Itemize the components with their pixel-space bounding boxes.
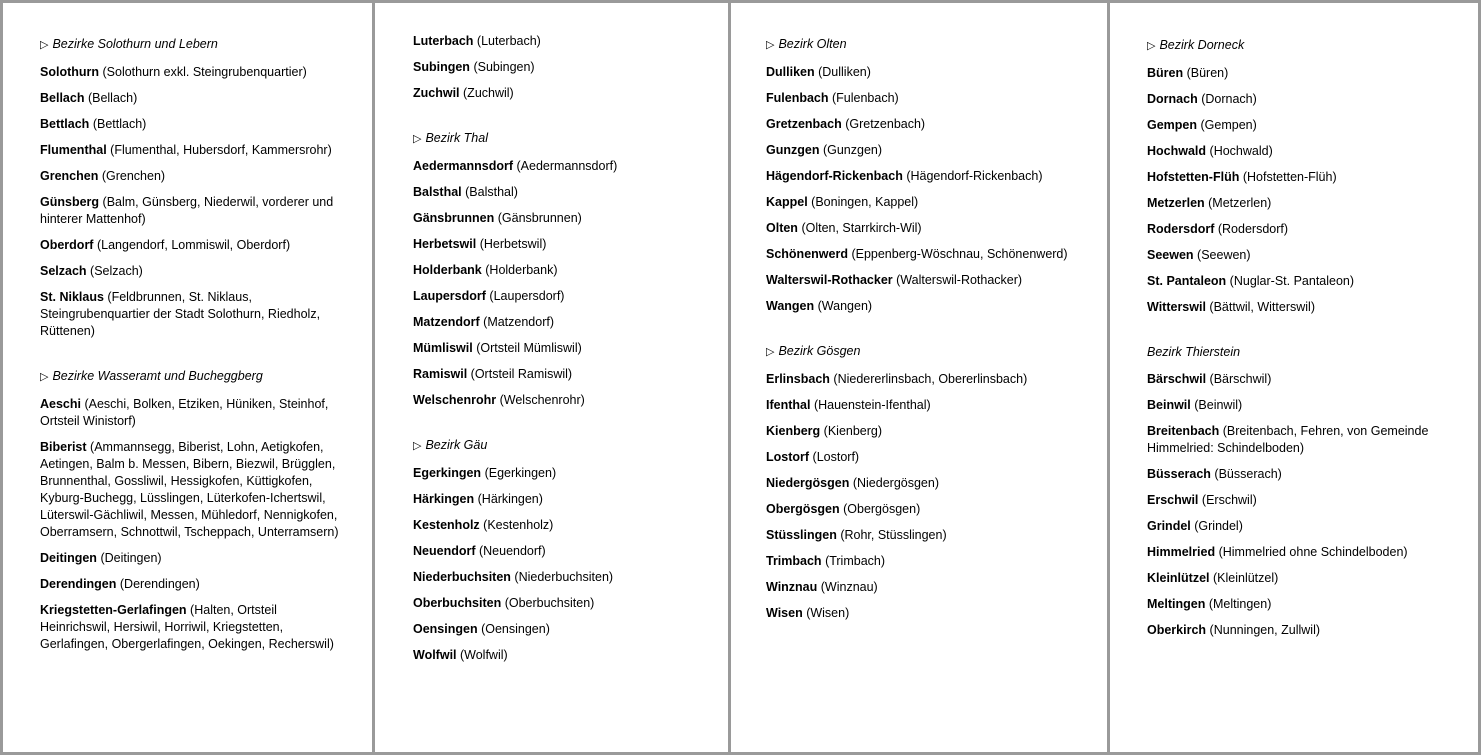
municipality-detail: (Welschenrohr) [499,393,585,407]
municipality-detail: (Kienberg) [823,424,883,438]
municipality-detail: (Matzendorf) [483,315,555,329]
municipality-detail: (Halten, Ortsteil Heinrichswil, Hersiwil, Horriwil, Kriegstetten, Gerlafingen, Obergerlafingen, Oekingen, Recherswil) [40,603,334,651]
municipality-name: Walterswil-Rothacker [766,273,893,287]
municipality-detail: (Herbetswil) [479,237,547,251]
municipality-entry [413,288,698,305]
municipality-name: Derendingen [40,577,117,591]
municipality-entry [40,396,342,430]
municipality-entry [1147,117,1448,134]
municipality-detail: (Bärschwil) [1209,372,1272,386]
municipality-entry [766,142,1077,159]
municipality-entry [1147,570,1448,587]
municipality-name: Holderbank [413,263,482,277]
triangle-icon: ▷ [40,371,49,383]
municipality-detail: (Luterbach) [476,34,541,48]
municipality-name: Laupersdorf [413,289,486,303]
municipality-detail: (Wolfwil) [460,648,508,662]
district-heading-text: Bezirk Gösgen [778,344,861,358]
municipality-detail: (Holderbank) [485,263,558,277]
municipality-name: Wisen [766,606,803,620]
municipality-detail: (Niederbuchsiten) [514,570,614,584]
municipality-detail: (Boningen, Kappel) [811,195,919,209]
municipality-detail: (Winznau) [820,580,878,594]
municipality-name: Kappel [766,195,808,209]
municipality-detail: (Neuendorf) [478,544,546,558]
municipality-name: Beinwil [1147,398,1191,412]
triangle-icon: ▷ [766,346,775,358]
municipality-entry [40,90,342,107]
municipality-name: Luterbach [413,34,474,48]
municipality-entry [413,569,698,586]
municipality-name: Kestenholz [413,518,480,532]
municipality-entry [1147,596,1448,613]
municipality-detail: (Büsserach) [1214,467,1282,481]
municipality-name: Büren [1147,66,1184,80]
municipality-entry [413,158,698,175]
municipality-name: Wolfwil [413,648,457,662]
municipality-entry [1147,544,1448,561]
district-heading [40,36,342,54]
municipality-detail: (Gretzenbach) [845,117,926,131]
triangle-icon: ▷ [40,39,49,51]
municipality-entry [40,576,342,593]
district-heading-text: Bezirke Solothurn und Lebern [52,37,218,51]
municipality-entry [766,298,1077,315]
municipality-entry [766,116,1077,133]
municipality-entry [1147,371,1448,388]
municipality-name: Bettlach [40,117,90,131]
municipality-detail: (Beinwil) [1194,398,1243,412]
municipality-detail: (Himmelried ohne Schindelboden) [1218,545,1408,559]
municipality-entry [766,220,1077,237]
municipality-entry [413,262,698,279]
municipality-entry [1147,91,1448,108]
municipality-name: Metzerlen [1147,196,1205,210]
municipality-entry [766,397,1077,414]
municipality-detail: (Oensingen) [481,622,550,636]
municipality-name: Neuendorf [413,544,476,558]
municipality-detail: (Balm, Günsberg, Niederwil, vorderer und hinterer Mattenhof) [40,195,334,226]
municipality-detail: (Ortsteil Mümliswil) [476,341,582,355]
municipality-detail: (Egerkingen) [484,466,557,480]
municipality-name: Günsberg [40,195,100,209]
municipality-detail: (Kestenholz) [483,518,554,532]
municipality-detail: (Laupersdorf) [489,289,565,303]
municipality-entry [766,449,1077,466]
municipality-name: Flumenthal [40,143,107,157]
municipality-entry [766,527,1077,544]
municipality-name: Oberbuchsiten [413,596,502,610]
municipality-entry [413,184,698,201]
municipality-entry [1147,65,1448,82]
municipality-name: Egerkingen [413,466,482,480]
municipality-detail: (Oberbuchsiten) [504,596,595,610]
municipality-name: St. Niklaus [40,290,104,304]
municipality-entry [40,602,342,653]
municipality-entry [1147,273,1448,290]
municipality-detail: (Hauenstein-Ifenthal) [813,398,931,412]
municipality-entry [766,605,1077,622]
district-heading-text: Bezirk Olten [778,37,847,51]
municipality-entry [1147,143,1448,160]
municipality-name: Selzach [40,264,87,278]
column-4 [1110,3,1478,752]
municipality-entry [413,236,698,253]
municipality-entry [766,475,1077,492]
municipality-name: Gretzenbach [766,117,842,131]
municipality-detail: (Dulliken) [818,65,871,79]
district-heading [413,437,698,455]
triangle-icon: ▷ [413,440,422,452]
municipality-name: Obergösgen [766,502,840,516]
municipality-detail: (Erschwil) [1201,493,1257,507]
municipality-name: Rodersdorf [1147,222,1215,236]
municipality-name: Herbetswil [413,237,477,251]
triangle-icon: ▷ [1147,40,1156,52]
municipality-detail: (Solothurn exkl. Steingrubenquartier) [102,65,307,79]
municipality-name: Kriegstetten-Gerlafingen [40,603,187,617]
municipality-name: Zuchwil [413,86,460,100]
municipality-name: Ramiswil [413,367,468,381]
municipality-name: Büsserach [1147,467,1211,481]
municipality-entry [40,116,342,133]
municipality-entry [766,64,1077,81]
municipality-name: Breitenbach [1147,424,1220,438]
municipality-name: Seewen [1147,248,1194,262]
municipality-detail: (Hägendorf-Rickenbach) [906,169,1043,183]
municipality-detail: (Meltingen) [1208,597,1272,611]
municipality-entry [413,366,698,383]
municipality-detail: (Metzerlen) [1208,196,1272,210]
municipality-entry [40,289,342,340]
district-heading-text: Bezirke Wasseramt und Bucheggberg [52,369,263,383]
municipality-name: Wangen [766,299,815,313]
municipality-entry [1147,299,1448,316]
municipality-detail: (Lostorf) [812,450,860,464]
municipality-name: Biberist [40,440,87,454]
triangle-icon: ▷ [766,39,775,51]
municipality-name: Olten [766,221,798,235]
municipality-name: Aedermannsdorf [413,159,514,173]
municipality-entry [1147,195,1448,212]
municipality-name: Oberdorf [40,238,94,252]
municipality-detail: (Deitingen) [100,551,162,565]
municipality-detail: (Selzach) [90,264,143,278]
municipality-detail: (Hofstetten-Flüh) [1242,170,1337,184]
municipality-entry [1147,397,1448,414]
municipality-name: Matzendorf [413,315,480,329]
district-heading [40,368,342,386]
municipality-name: Meltingen [1147,597,1206,611]
municipality-detail: (Ortsteil Ramiswil) [470,367,573,381]
municipality-detail: (Aeschi, Bolken, Etziken, Hüniken, Steinhof, Ortsteil Winistorf) [40,397,329,428]
municipality-entry [40,237,342,254]
municipality-detail: (Rodersdorf) [1217,222,1289,236]
municipality-detail: (Bättwil, Witterswil) [1209,300,1315,314]
municipality-entry [413,392,698,409]
municipality-name: Lostorf [766,450,810,464]
municipality-detail: (Obergösgen) [843,502,921,516]
municipality-entry [1147,492,1448,509]
municipality-detail: (Grenchen) [101,169,166,183]
municipality-entry [1147,169,1448,186]
municipality-name: Schönenwerd [766,247,848,261]
municipality-name: Härkingen [413,492,475,506]
municipality-name: Witterswil [1147,300,1206,314]
municipality-name: Stüsslingen [766,528,837,542]
municipality-name: Gempen [1147,118,1198,132]
municipality-entry [1147,221,1448,238]
municipality-detail: (Olten, Starrkirch-Wil) [801,221,922,235]
municipality-detail: (Ammannsegg, Biberist, Lohn, Aetigkofen, Aetingen, Balm b. Messen, Bibern, Biezwil, Brügglen, Brunnenthal, Gossliwil, Hessigkofen, Küttigkofen, Kyburg-Buchegg, Lüsslingen, Lüterkofen-Ichertswil, Lüterswil-Gächliwil, Messen, Mühledorf, Nennigkofen, Oberramsern, Schnottwil, Tscheppach, Unterramsern) [40,440,339,539]
municipality-name: Niedergösgen [766,476,850,490]
municipality-detail: (Zuchwil) [463,86,514,100]
municipality-detail: (Grindel) [1194,519,1243,533]
municipality-entry [413,59,698,76]
municipality-detail: (Niedergösgen) [852,476,940,490]
municipality-entry [766,246,1077,263]
municipality-name: Bellach [40,91,85,105]
district-heading [1147,344,1448,361]
municipality-detail: (Fulenbach) [832,91,899,105]
municipality-name: Niederbuchsiten [413,570,511,584]
municipality-entry [1147,622,1448,639]
district-heading [766,36,1077,54]
municipality-name: Winznau [766,580,818,594]
municipality-name: Kleinlützel [1147,571,1210,585]
municipality-name: Dornach [1147,92,1198,106]
municipality-detail: (Feldbrunnen, St. Niklaus, Steingrubenquartier der Stadt Solothurn, Riedholz, Rüttenen) [40,290,321,338]
municipality-entry [413,647,698,664]
municipality-name: Gänsbrunnen [413,211,495,225]
municipality-entry [40,64,342,81]
municipality-entry [413,543,698,560]
municipality-detail: (Hochwald) [1209,144,1273,158]
municipality-detail: (Gempen) [1200,118,1257,132]
municipality-name: Solothurn [40,65,100,79]
municipality-entry [413,491,698,508]
municipality-entry [413,210,698,227]
municipality-detail: (Büren) [1186,66,1229,80]
municipality-name: Subingen [413,60,470,74]
municipality-detail: (Gänsbrunnen) [497,211,582,225]
municipality-name: Mümliswil [413,341,473,355]
municipality-name: Dulliken [766,65,815,79]
municipality-name: Himmelried [1147,545,1216,559]
district-heading [1147,37,1448,55]
municipality-entry [413,595,698,612]
municipality-detail: (Wangen) [817,299,873,313]
municipality-entry [1147,423,1448,457]
municipality-name: Kienberg [766,424,821,438]
municipality-name: St. Pantaleon [1147,274,1227,288]
municipality-name: Oberkirch [1147,623,1207,637]
municipality-name: Ifenthal [766,398,811,412]
municipality-entry [413,33,698,50]
municipality-entry [40,194,342,228]
column-2 [375,3,731,752]
municipality-name: Hägendorf-Rickenbach [766,169,903,183]
municipality-detail: (Dornach) [1201,92,1257,106]
municipality-name: Hochwald [1147,144,1207,158]
municipality-detail: (Balsthal) [465,185,518,199]
municipality-detail: (Rohr, Stüsslingen) [840,528,947,542]
municipality-entry [766,168,1077,185]
municipality-entry [1147,518,1448,535]
municipality-detail: (Aedermannsdorf) [516,159,618,173]
municipality-entry [1147,247,1448,264]
district-heading [413,130,698,148]
municipality-detail: (Langendorf, Lommiswil, Oberdorf) [96,238,291,252]
municipality-detail: (Eppenberg-Wöschnau, Schönenwerd) [851,247,1068,261]
municipality-entry [413,314,698,331]
municipality-name: Deitingen [40,551,97,565]
municipality-detail: (Seewen) [1197,248,1251,262]
municipality-name: Grenchen [40,169,99,183]
municipality-detail: (Wisen) [806,606,850,620]
municipality-name: Gunzgen [766,143,820,157]
municipality-name: Fulenbach [766,91,829,105]
municipality-entry [766,371,1077,388]
municipality-detail: (Härkingen) [477,492,543,506]
municipality-detail: (Subingen) [473,60,535,74]
municipality-entry [413,517,698,534]
municipality-entry [766,553,1077,570]
municipality-entry [1147,466,1448,483]
municipality-entry [40,550,342,567]
municipality-entry [413,621,698,638]
municipality-detail: (Derendingen) [119,577,200,591]
municipality-entry [766,90,1077,107]
municipality-name: Hofstetten-Flüh [1147,170,1240,184]
municipality-name: Grindel [1147,519,1191,533]
municipality-detail: (Bellach) [87,91,138,105]
municipality-name: Erlinsbach [766,372,830,386]
municipality-entry [40,263,342,280]
municipality-detail: (Bettlach) [92,117,147,131]
municipality-detail: (Niedererlinsbach, Obererlinsbach) [833,372,1028,386]
municipality-detail: (Gunzgen) [822,143,883,157]
municipality-entry [766,194,1077,211]
municipality-detail: (Trimbach) [825,554,886,568]
municipality-detail: (Flumenthal, Hubersdorf, Kammersrohr) [110,143,332,157]
district-heading [766,343,1077,361]
column-1 [3,3,375,752]
municipality-entry [40,142,342,159]
municipality-entry [766,501,1077,518]
municipality-entry [766,579,1077,596]
municipality-detail: (Walterswil-Rothacker) [896,273,1023,287]
municipality-name: Aeschi [40,397,81,411]
municipality-detail: (Breitenbach, Fehren, von Gemeinde Himmelried: Schindelboden) [1147,424,1429,455]
municipality-detail: (Kleinlützel) [1213,571,1279,585]
district-heading-text: Bezirk Thal [425,131,488,145]
municipality-entry [40,439,342,541]
column-3 [731,3,1110,752]
municipality-entry [413,465,698,482]
municipality-entry [413,340,698,357]
municipality-entry [40,168,342,185]
district-heading-text: Bezirk Gäu [425,438,488,452]
triangle-icon: ▷ [413,133,422,145]
municipality-name: Welschenrohr [413,393,497,407]
municipality-entry [766,272,1077,289]
district-heading-text: Bezirk Thierstein [1147,345,1241,359]
municipality-name: Trimbach [766,554,822,568]
municipality-detail: (Nunningen, Zullwil) [1209,623,1321,637]
municipality-name: Bärschwil [1147,372,1207,386]
district-heading-text: Bezirk Dorneck [1159,38,1245,52]
municipality-entry [413,85,698,102]
municipality-entry [766,423,1077,440]
municipality-detail: (Nuglar-St. Pantaleon) [1229,274,1355,288]
municipality-name: Balsthal [413,185,462,199]
municipality-name: Oensingen [413,622,478,636]
municipality-name: Erschwil [1147,493,1199,507]
